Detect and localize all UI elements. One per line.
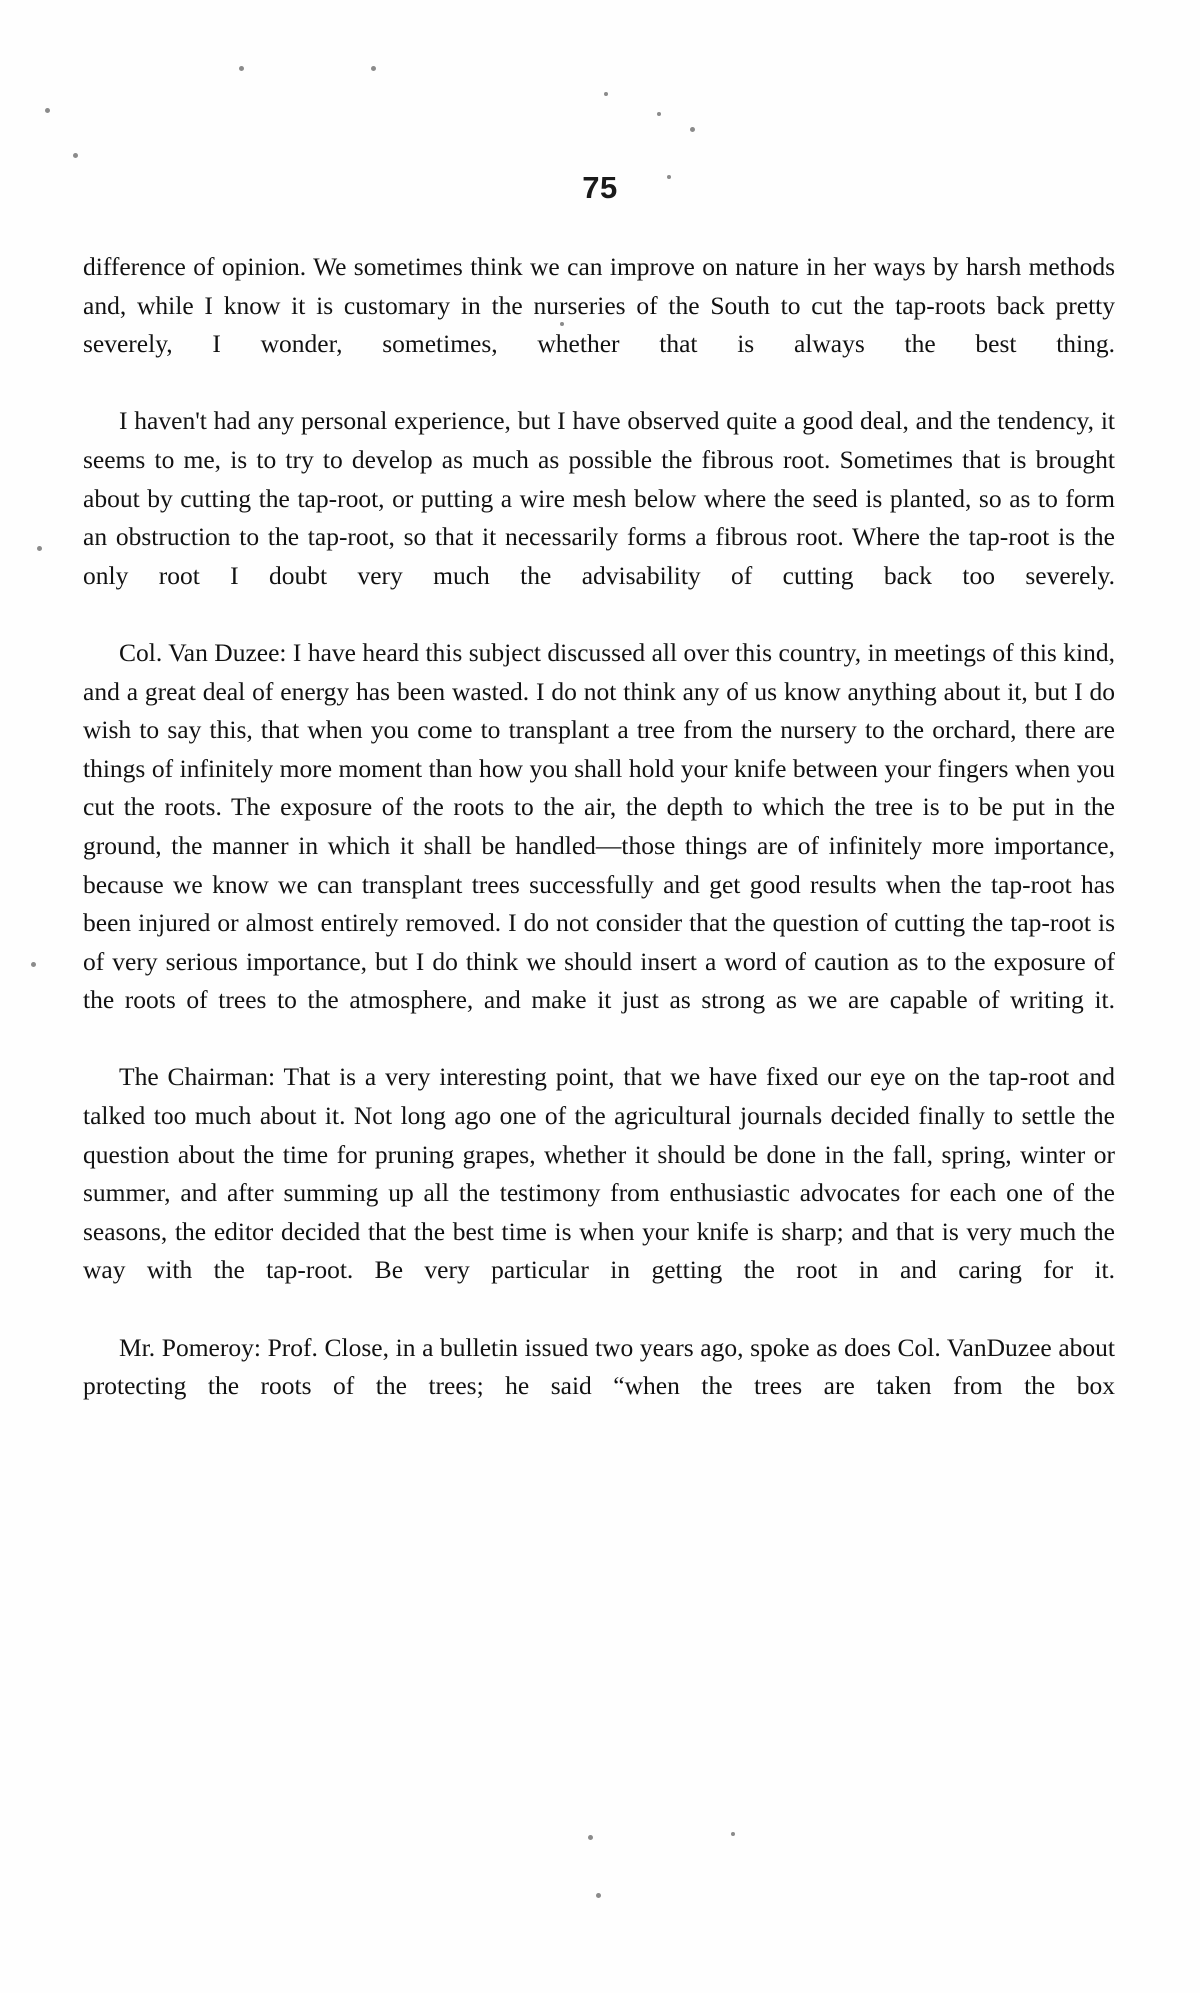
scan-speck-icon: [596, 1893, 601, 1898]
scan-speck-icon: [588, 1835, 593, 1840]
scan-speck-icon: [37, 546, 42, 551]
paragraph: Mr. Pomeroy: Prof. Close, in a bulletin issued two years ago, spoke as does Col. VanDuzee about protecting the roots of the trees; he said “when the trees are taken from the box: [83, 1332, 1115, 1401]
scan-speck-icon: [31, 962, 36, 967]
scan-speck-icon: [731, 1832, 735, 1836]
scan-speck-icon: [657, 112, 661, 116]
scan-speck-icon: [604, 92, 608, 96]
paragraph: Col. Van Duzee: I have heard this subject discussed all over this country, in meetings of this kind, and a great deal of energy has been wasted. I do not think any of us know anything about it, but I do wish to say this, that when you come to transplant a tree from the nursery to the orchard, there are things of infinitely more moment than how you shall hold your knife between your fingers when you cut the roots. The exposure of the roots to the air, the depth to which the tree is to be put in the ground, the manner in which it shall be handled—those things are of infinitely more importance, because we know we can transplant trees successfully and get good results when the tap-root has been injured or almost entirely removed. I do not consider that the question of cutting the tap-root is of very serious importance, but I do think we should insert a word of caution as to the exposure of the roots of trees to the atmosphere, and make it just as strong as we are capable of writing it.: [83, 637, 1115, 1015]
paragraph: I haven't had any personal experience, but I have observed quite a good deal, and the tendency, it seems to me, is to try to develop as much as possible the fibrous root. Sometimes that is brought about by cutting the tap-root, or putting a wire mesh below where the seed is planted, so as to form an obstruction to the tap-root, so that it necessarily forms a fibrous root. Where the tap-root is the only root I doubt very much the advisability of cutting back too severely.: [83, 406, 1115, 590]
scan-speck-icon: [73, 153, 78, 158]
paragraph: difference of opinion. We sometimes think we can improve on nature in her ways by harsh methods and, while I know it is customary in the nurseries of the South to cut the tap-roots back pretty severely, I wonder, sometimes, whether that is always the best thing.: [83, 252, 1115, 359]
paragraph: The Chairman: That is a very interesting point, that we have fixed our eye on the tap-root and talked too much about it. Not long ago one of the agricultural journals decided finally to settle the question about the time for pruning grapes, whether it should be done in the fall, spring, winter or summer, and after summing up all the testimony from enthusiastic advocates for each one of the seasons, the editor decided that the best time is when your knife is sharp; and that is very much the way with the tap-root. Be very particular in getting the root in and caring for it.: [83, 1062, 1115, 1285]
page-number: 75: [582, 170, 618, 205]
scan-speck-icon: [239, 66, 244, 71]
scan-speck-icon: [45, 108, 50, 113]
scan-speck-icon: [371, 66, 376, 71]
scan-speck-icon: [690, 127, 695, 132]
page-body-text: [83, 248, 1115, 1444]
